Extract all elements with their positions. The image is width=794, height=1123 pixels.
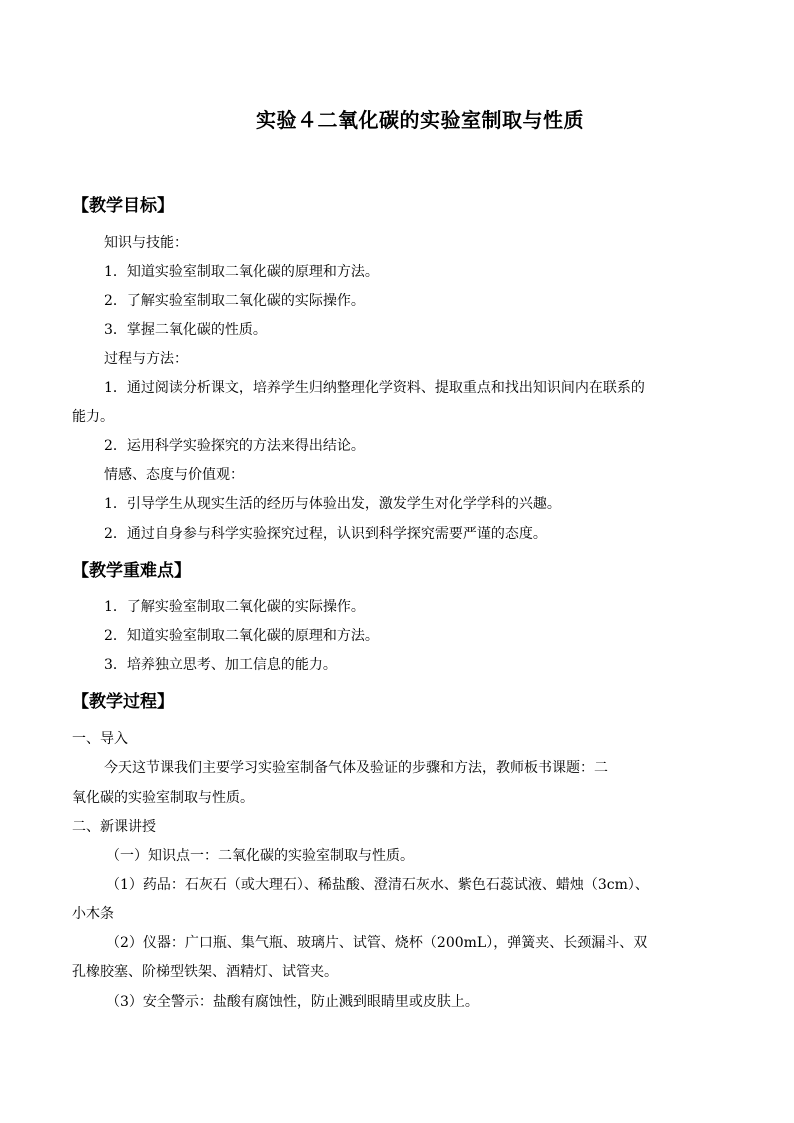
process-item-1-line-2: 能力。 — [72, 409, 114, 425]
instruments-line-2: 孔橡胶塞、阶梯型铁架、酒精灯、试管夹。 — [72, 964, 338, 980]
intro-text-line-2: 氧化碳的实验室制取与性质。 — [72, 790, 254, 806]
intro-label: 一、导入 — [72, 731, 128, 747]
knowledge-item-3: 3．掌握二氧化碳的性质。 — [104, 322, 267, 338]
key-point-2: 2．知道实验室制取二氧化碳的原理和方法。 — [104, 628, 379, 644]
process-label: 过程与方法： — [104, 351, 188, 367]
key-points-heading: 【教学重难点】 — [72, 561, 191, 581]
knowledge-point-1: （一）知识点一：二氧化碳的实验室制取与性质。 — [106, 848, 414, 864]
knowledge-item-1: 1．知道实验室制取二氧化碳的原理和方法。 — [104, 264, 379, 280]
emotion-item-2: 2．通过自身参与科学实验探究过程，认识到科学探究需要严谨的态度。 — [104, 526, 547, 542]
intro-text-line-1: 今天这节课我们主要学习实验室制备气体及验证的步骤和方法，教师板书课题：二 — [104, 760, 608, 776]
key-point-1: 1．了解实验室制取二氧化碳的实际操作。 — [104, 599, 365, 615]
document-title: 实验４二氧化碳的实验室制取与性质 — [256, 108, 584, 132]
teaching-process-heading: 【教学过程】 — [72, 692, 174, 712]
emotion-label: 情感、态度与价值观： — [104, 467, 244, 483]
instruments-line-1: （2）仪器：广口瓶、集气瓶、玻璃片、试管、烧杯（200mL），弹簧夹、长颈漏斗、双 — [106, 935, 648, 951]
safety-warning: （3）安全警示：盐酸有腐蚀性，防止溅到眼睛里或皮肤上。 — [106, 994, 479, 1010]
knowledge-label: 知识与技能： — [104, 235, 188, 251]
new-lesson-label: 二、新课讲授 — [72, 819, 156, 835]
key-point-3: 3．培养独立思考、加工信息的能力。 — [104, 657, 337, 673]
drugs-line-1: （1）药品：石灰石（或大理石）、稀盐酸、澄清石灰水、紫色石蕊试液、蜡烛（3cm）、 — [106, 877, 649, 893]
process-item-2: 2．运用科学实验探究的方法来得出结论。 — [104, 438, 365, 454]
knowledge-item-2: 2．了解实验室制取二氧化碳的实际操作。 — [104, 293, 365, 309]
process-item-1-line-1: 1．通过阅读分析课文，培养学生归纳整理化学资料、提取重点和找出知识间内在联系的 — [104, 380, 645, 396]
objectives-heading: 【教学目标】 — [72, 196, 174, 216]
emotion-item-1: 1．引导学生从现实生活的经历与体验出发，激发学生对化学学科的兴趣。 — [104, 496, 561, 512]
drugs-line-2: 小木条 — [72, 906, 114, 922]
